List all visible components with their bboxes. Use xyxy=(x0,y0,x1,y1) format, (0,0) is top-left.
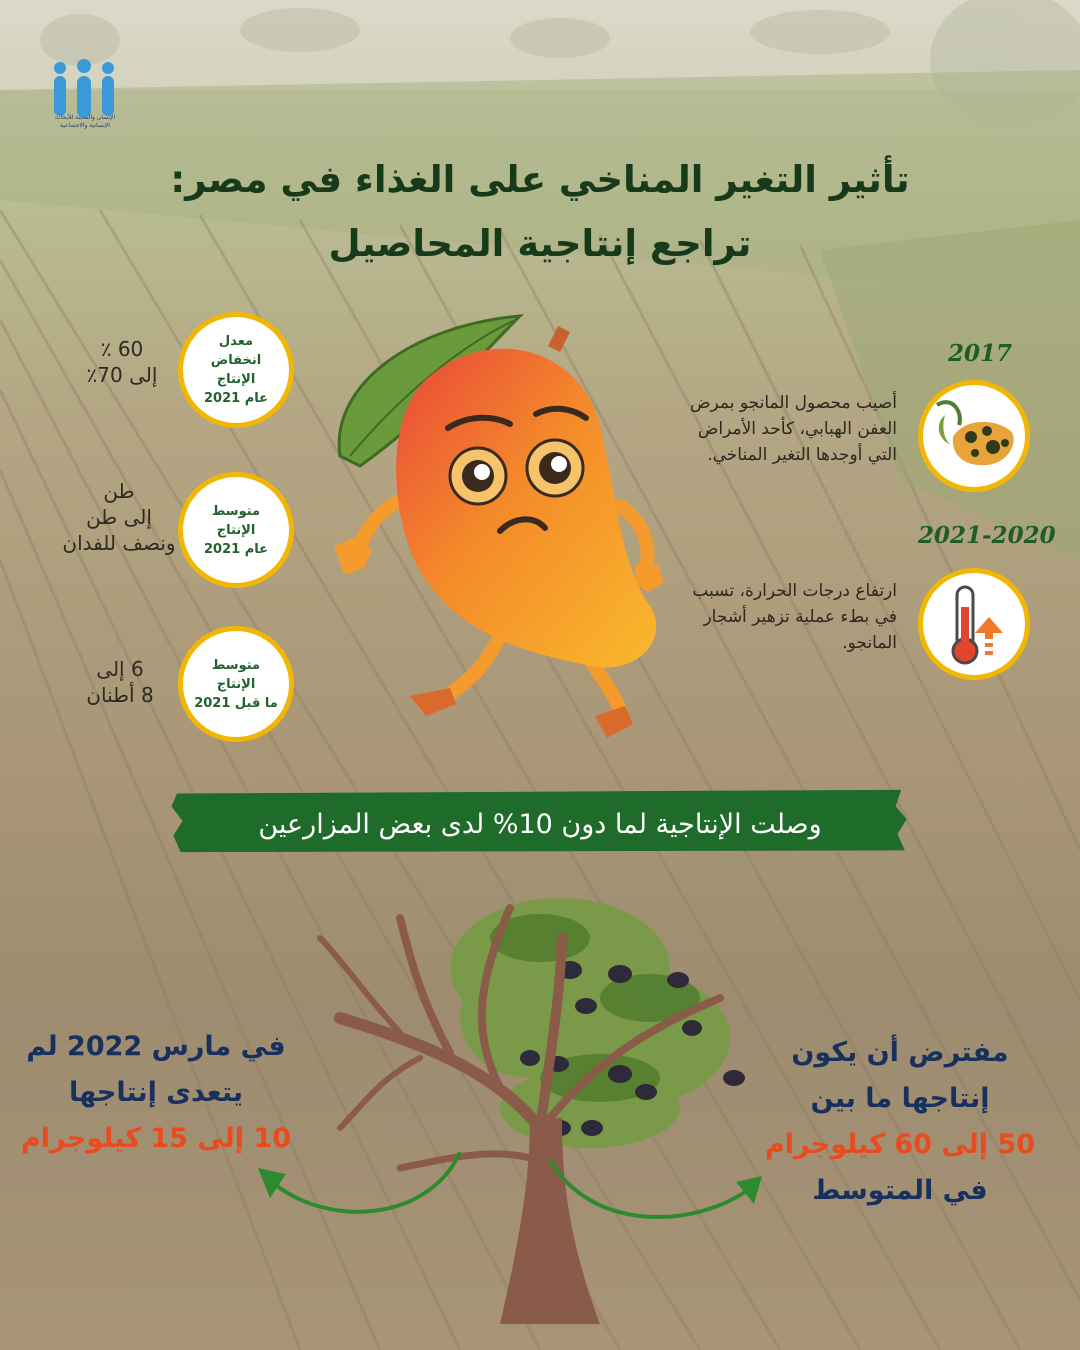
stat-label: معدل xyxy=(218,334,254,349)
expected-production-note xyxy=(740,1030,1060,1214)
event-year-2017: 2017 xyxy=(948,340,1013,367)
people-logo-icon xyxy=(48,58,120,118)
stat-circle-average-before-2021 xyxy=(178,626,294,742)
event-line: المانجو. xyxy=(842,633,897,653)
event-line: ارتفاع درجات الحرارة، تسبب xyxy=(692,581,897,601)
bottom-right-line: إنتاجها ما بين xyxy=(810,1083,990,1114)
event-description-2017 xyxy=(662,390,897,468)
stat-label: متوسط xyxy=(211,503,261,519)
page-title: تأثير التغير المناخي على الغذاء في مصر: xyxy=(170,158,910,201)
stat-label: الإنتاج xyxy=(216,372,256,387)
bottom-left-highlight: 10 إلى 15 كيلوجرام xyxy=(20,1123,292,1154)
bottom-right-line: مفترض أن يكون xyxy=(791,1037,1009,1068)
event-description-2020-2021 xyxy=(662,578,897,656)
stat-value-line: 8 أطنان xyxy=(86,683,154,707)
bottom-right-line: في المتوسط xyxy=(812,1175,988,1206)
stat-value-line: إلى طن xyxy=(86,505,152,529)
stat-label: عام 2021 xyxy=(204,391,269,406)
stat-label: عام 2021 xyxy=(204,541,269,557)
stat-label: ما قبل 2021 xyxy=(194,695,278,711)
stat-circle-average-2021 xyxy=(178,472,294,588)
bottom-left-line: في مارس 2022 لم xyxy=(26,1031,286,1062)
event-line: أصيب محصول المانجو بمرض xyxy=(689,393,897,413)
march-2022-production-note xyxy=(6,1024,306,1162)
logo-caption-line2: الإنسانية والاجتماعية xyxy=(60,122,110,129)
stat-value-average-before-2021 xyxy=(50,656,190,708)
comparison-arrows xyxy=(250,1140,770,1250)
bottom-left-line: يتعدى إنتاجها xyxy=(68,1077,244,1108)
event-line: العفن الهبابي، كأحد الأمراض xyxy=(697,419,897,439)
stat-value-line: 60 ٪ xyxy=(100,337,144,361)
sad-mango-illustration xyxy=(320,306,680,756)
stat-value-decline-rate xyxy=(52,336,192,388)
event-line: في بطء عملية تزهير أشجار xyxy=(703,607,897,627)
productivity-banner: وصلت الإنتاجية لما دون 10% لدى بعض المزارعين xyxy=(258,808,822,840)
logo-caption-line1: الإنسان والمدينة للأبحاث xyxy=(54,114,116,121)
stat-label: الإنتاج xyxy=(216,522,256,538)
event-line: التي أوجدها التغير المناخي. xyxy=(707,445,897,465)
thermometer-rising-icon xyxy=(918,568,1030,680)
stat-label: الإنتاج xyxy=(216,676,256,692)
stat-circle-decline-rate xyxy=(178,312,294,428)
stat-value-line: ونصف للفدان xyxy=(62,531,176,555)
stat-value-line: طن xyxy=(103,479,135,503)
right-arrow-icon xyxy=(550,1160,748,1217)
logo-caption xyxy=(40,114,130,130)
stat-label: انخفاض xyxy=(210,353,262,368)
olive-tree-illustration xyxy=(300,878,770,1324)
stat-value-average-2021 xyxy=(44,478,194,556)
stat-value-line: إلى 70٪ xyxy=(86,363,158,387)
event-year-2020-2021: 2021-2020 xyxy=(918,522,1056,549)
bottom-right-highlight: 50 إلى 60 كيلوجرام xyxy=(764,1129,1036,1160)
page-subtitle: تراجع إنتاجية المحاصيل xyxy=(328,222,752,265)
diseased-mango-icon xyxy=(918,380,1030,492)
stat-value-line: 6 إلى xyxy=(96,657,144,681)
stat-label: متوسط xyxy=(211,657,261,673)
